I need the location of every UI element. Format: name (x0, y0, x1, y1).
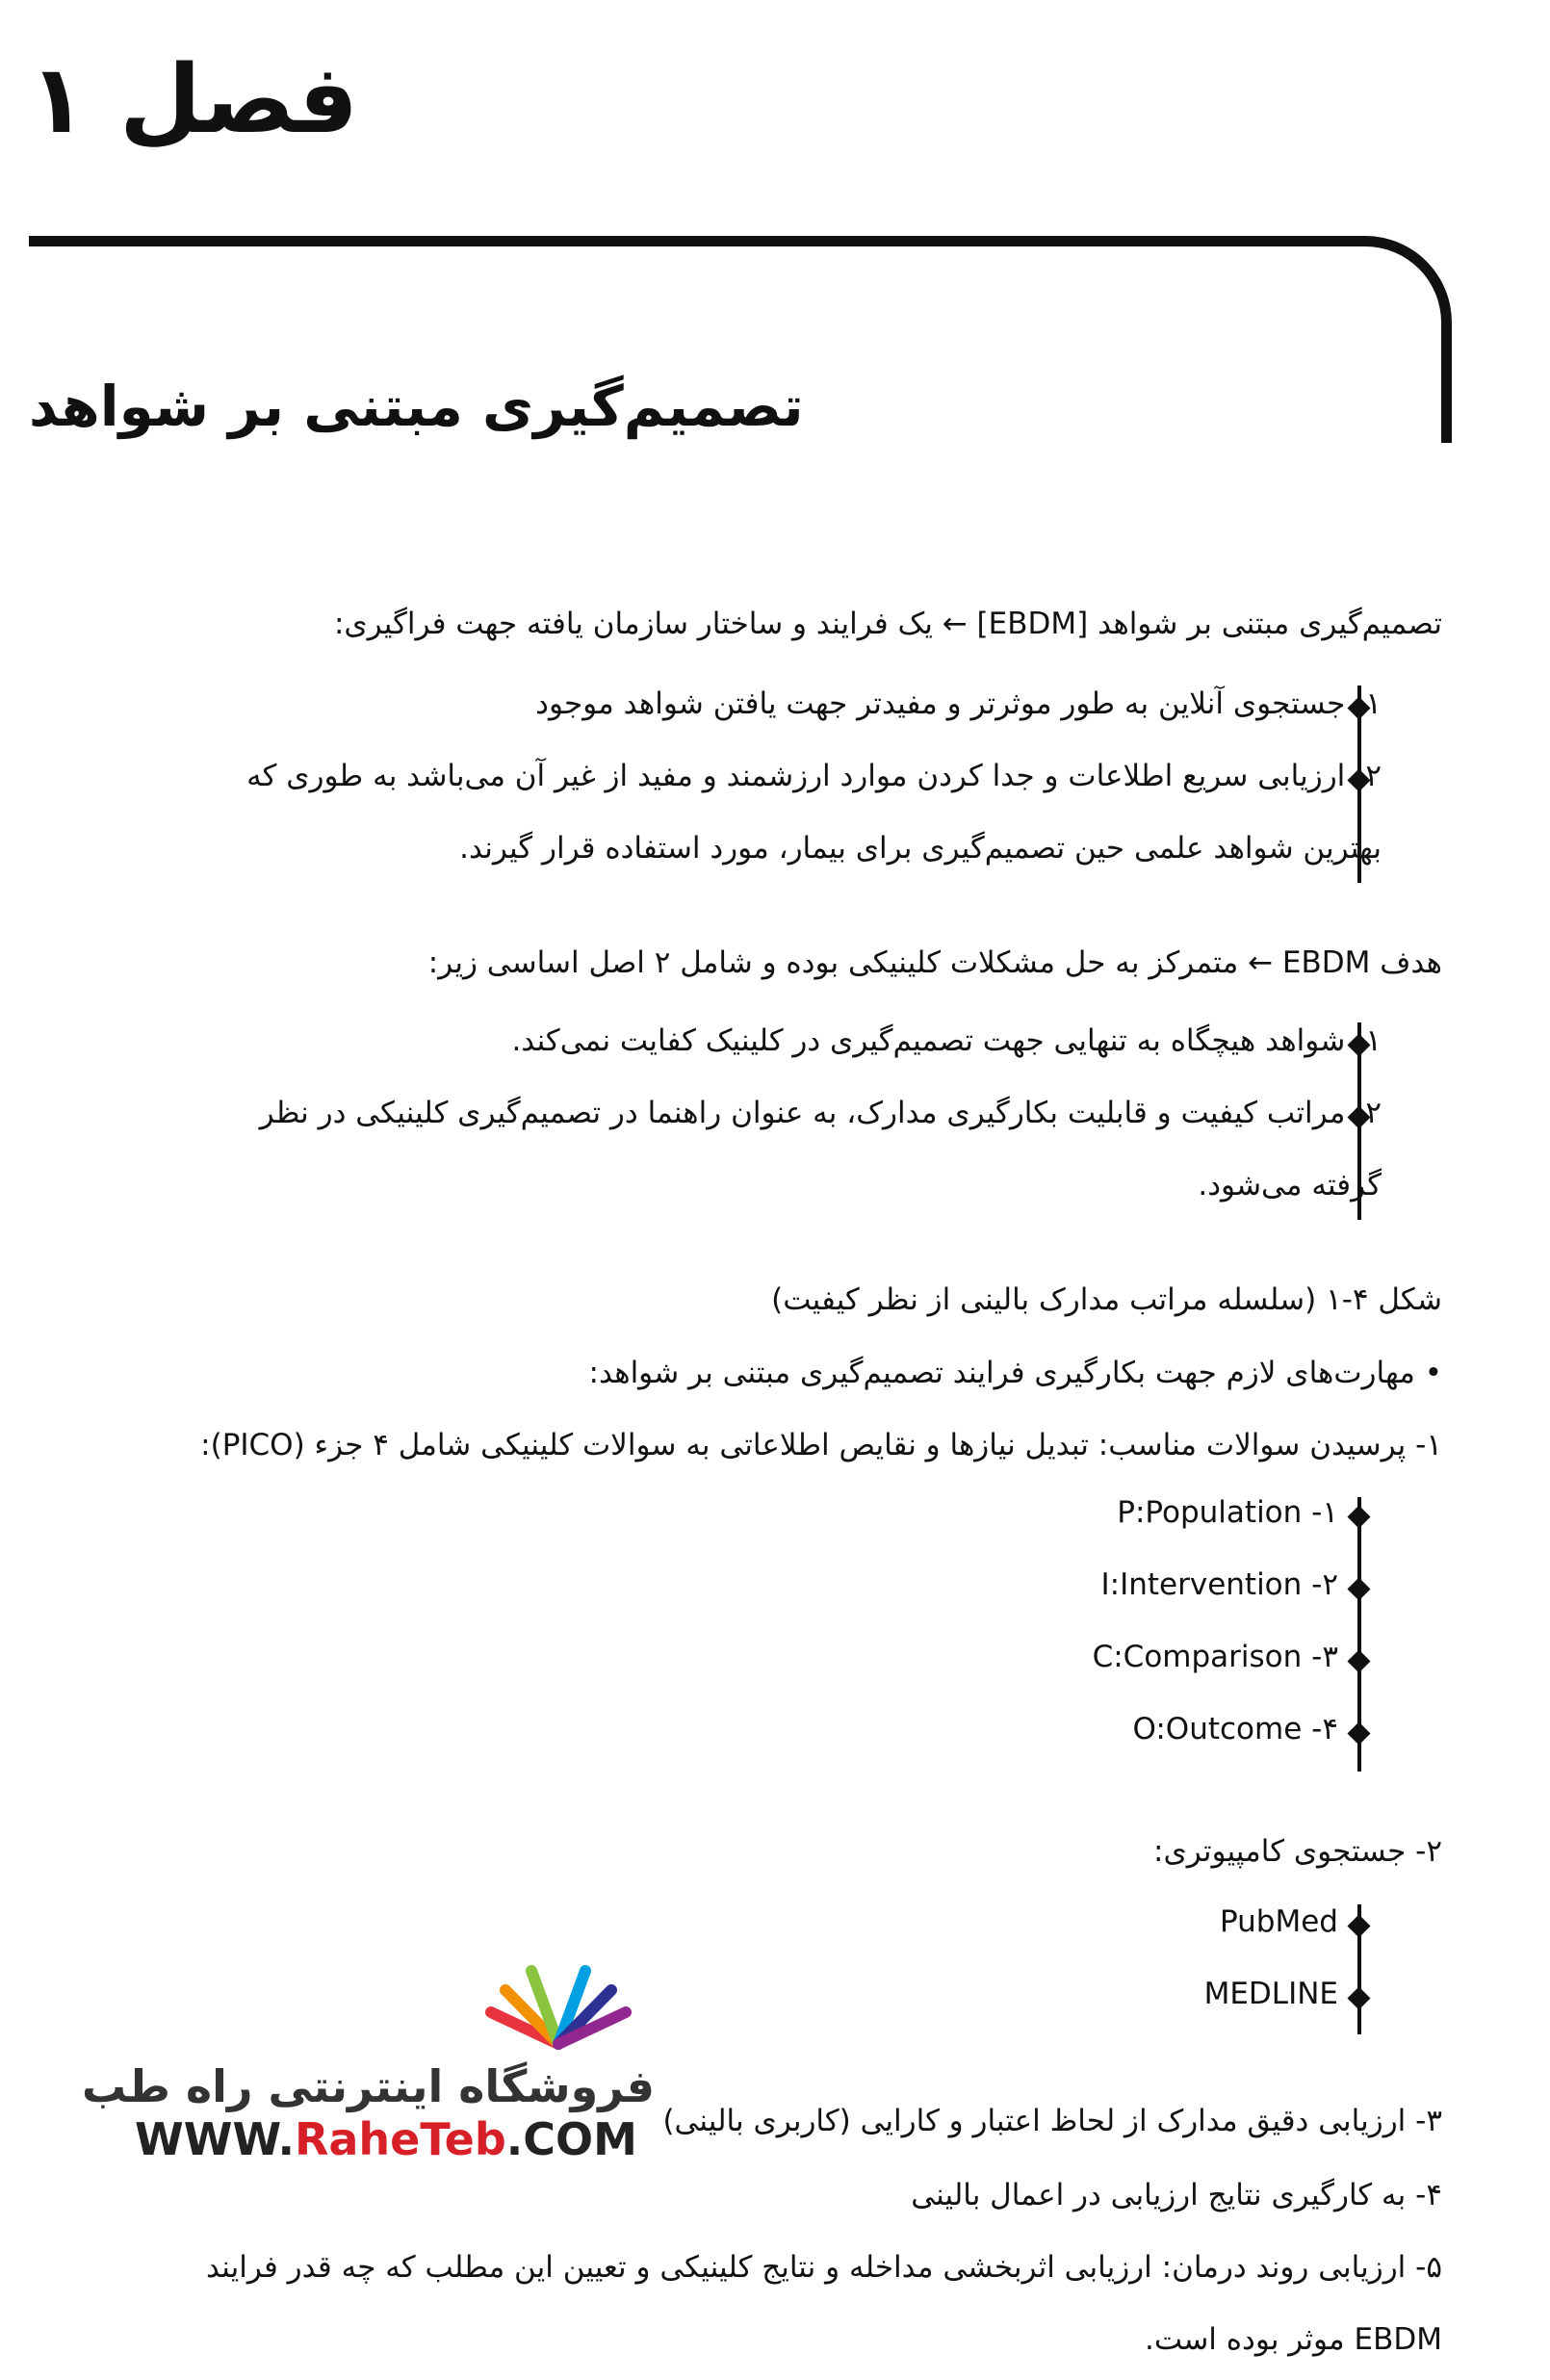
skills-step2: ۲- جستجوی کامپیوتری: (1153, 1834, 1442, 1869)
block1-item1: ۱- جستجوی آنلاین به طور موثرتر و مفیدتر جهت یافتن شواهد موجود (535, 686, 1382, 721)
block2-item2-line1: ۲- مراتب کیفیت و قابلیت بکارگیری مدارک، به عنوان راهنما در تصمیم‌گیری کلینیکی در نظر (259, 1096, 1382, 1130)
skills-heading: • مهارت‌های لازم جهت بکارگیری فرایند تصمیم‌گیری مبتنی بر شواهد: (588, 1356, 1442, 1390)
figure-reference: شکل ۴-۱ (سلسله مراتب مدارک بالینی از نظر کیفیت) (771, 1282, 1442, 1317)
pico-item-intervention: ۲- I:Intervention (1100, 1567, 1338, 1602)
block1-item2-line1: ۲- ارزیابی سریع اطلاعات و جدا کردن موارد ارزشمند و مفید از غیر آن می‌باشد به طوری که (246, 759, 1382, 793)
watermark-url-suffix: .COM (505, 2113, 637, 2165)
watermark-url (135, 2113, 637, 2165)
block2-item2-line2: گرفته می‌شود. (1198, 1168, 1382, 1203)
bullet-diamond-icon (1347, 1649, 1370, 1672)
pico-item-population: ۱- P:Population (1117, 1495, 1338, 1530)
bullet-diamond-icon (1347, 1505, 1370, 1528)
book-logo-icon (462, 1959, 655, 2056)
bullet-diamond-icon (1347, 1986, 1370, 2009)
watermark-url-brand: RaheTeb (294, 2113, 506, 2165)
skills-step1: ۱- پرسیدن سوالات مناسب: تبدیل نیازها و نقایص اطلاعاتی به سوالات کلینیکی شامل ۴ جزء (PICO): (200, 1428, 1442, 1462)
block2-intro: هدف EBDM ← متمرکز به حل مشکلات کلینیکی بوده و شامل ۲ اصل اساسی زیر: (427, 945, 1442, 980)
block1-item2-line2: بهترین شواهد علمی حین تصمیم‌گیری برای بیمار، مورد استفاده قرار گیرند. (459, 831, 1382, 866)
watermark-store-name: فروشگاه اینترنتی راه طب (81, 2060, 655, 2112)
watermark (81, 1959, 655, 2165)
pico-item-outcome: ۴- O:Outcome (1132, 1712, 1338, 1746)
bullet-diamond-icon (1347, 1577, 1370, 1600)
database-pubmed: PubMed (1220, 1904, 1338, 1939)
skills-step5-line2: EBDM موثر بوده است. (1145, 2322, 1442, 2357)
watermark-url-prefix: WWW. (135, 2113, 295, 2165)
skills-step3: ۳- ارزیابی دقیق مدارک از لحاظ اعتبار و کارایی (کاربری بالینی) (662, 2104, 1442, 2138)
pico-item-comparison: ۳- C:Comparison (1092, 1640, 1338, 1674)
block1-intro: تصمیم‌گیری مبتنی بر شواهد [EBDM] ← یک فرایند و ساختار سازمان یافته جهت فراگیری: (333, 607, 1442, 641)
bullet-diamond-icon (1347, 1721, 1370, 1745)
section-title: تصمیم‌گیری مبتنی بر شواهد (29, 374, 804, 439)
database-medline: MEDLINE (1203, 1977, 1338, 2011)
block2-item1: ۱- شواهد هیچگاه به تنهایی جهت تصمیم‌گیری در کلینیک کفایت نمی‌کند. (511, 1023, 1382, 1058)
skills-step5-line1: ۵- ارزیابی روند درمان: ارزیابی اثربخشی مداخله و نتایج کلینیکی و تعیین این مطلب که چه قدر فرایند (206, 2250, 1442, 2285)
bullet-diamond-icon (1347, 1914, 1370, 1937)
chapter-title: فصل ۱ (29, 45, 359, 155)
skills-step4: ۴- به کارگیری نتایج ارزیابی در اعمال بالینی (911, 2178, 1442, 2212)
